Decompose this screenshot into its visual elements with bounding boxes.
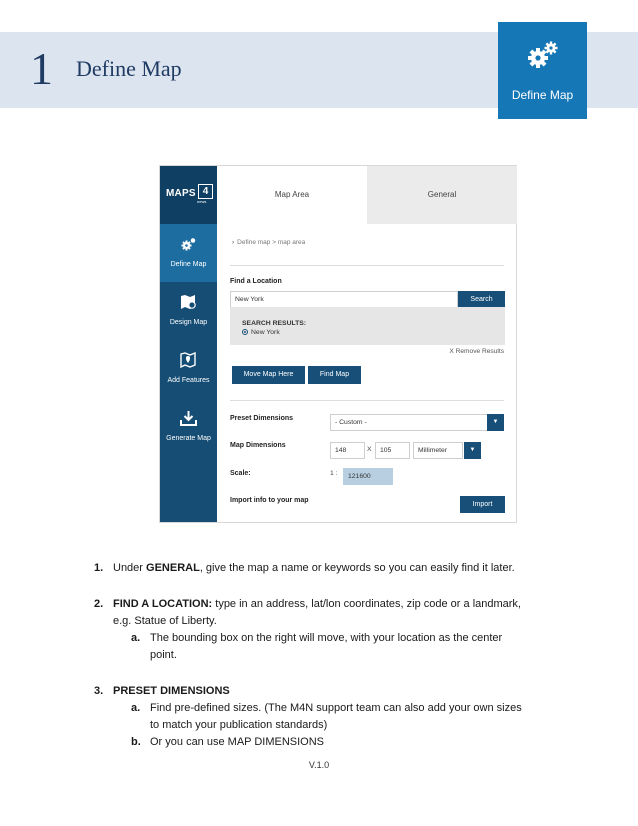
map-height-input[interactable]: 105 [375, 442, 410, 459]
breadcrumb-text: Define map > map area [237, 239, 306, 246]
page-title: Define Map [76, 56, 182, 81]
instruction-bold: GENERAL [146, 562, 200, 574]
search-result-item[interactable] [242, 329, 280, 336]
move-map-here-button[interactable]: Move Map Here [232, 366, 305, 384]
instruction-text: Under [113, 562, 147, 574]
list-letter: b. [131, 736, 141, 748]
sidebar-item-label: Define Map [170, 261, 207, 268]
sidebar-item-add-features[interactable] [160, 340, 217, 398]
divider [230, 265, 504, 266]
instruction-3 [94, 683, 230, 700]
search-result-label: New York [251, 329, 280, 336]
download-tray-icon [180, 410, 197, 426]
find-location-heading: Find a Location [230, 278, 282, 285]
instruction-text: type in an address, lat/lon coordinates, zip code or a landmark, [212, 598, 521, 610]
dimension-separator: X [367, 446, 372, 453]
search-button[interactable]: Search [458, 291, 505, 308]
map-dimensions-label: Map Dimensions [230, 442, 286, 449]
sidebar-item-label: Generate Map [166, 435, 211, 442]
instruction-2 [94, 596, 521, 613]
instruction-text: Or you can use MAP DIMENSIONS [150, 736, 325, 748]
remove-results-link[interactable]: X Remove Results [449, 348, 504, 355]
instruction-text: , give the map a name or keywords so you can easily find it later. [199, 562, 515, 574]
search-results-heading: SEARCH RESULTS: [242, 320, 307, 327]
list-number: 1. [94, 562, 104, 574]
step-number: 1 [30, 43, 53, 94]
instruction-3a-cont: to match your publication standards) [150, 719, 328, 731]
app-screenshot [159, 165, 517, 523]
list-number: 3. [94, 685, 104, 697]
breadcrumb [232, 239, 305, 246]
sidebar [160, 166, 217, 522]
radio-selected-icon[interactable] [242, 329, 248, 335]
scale-input[interactable]: 121600 [343, 468, 393, 485]
sidebar-item-label: Add Features [167, 377, 210, 384]
gears-icon [525, 40, 561, 70]
map-width-input[interactable]: 148 [330, 442, 365, 459]
logo-four: 4 [198, 184, 213, 199]
list-number: 2. [94, 598, 104, 610]
maps4news-logo [160, 166, 217, 224]
import-label: Import info to your map [230, 497, 309, 504]
instruction-text: Find pre-defined sizes. (The M4N support team can also add your own sizes [150, 702, 522, 714]
instruction-2-cont: e.g. Statue of Liberty. [113, 615, 217, 627]
gears-icon [180, 236, 198, 252]
tab-map-area[interactable]: Map Area [217, 166, 367, 224]
instruction-3b [131, 734, 324, 751]
define-map-tile [498, 22, 587, 119]
logo-brand: MAPS [166, 188, 196, 199]
instruction-bold: FIND A LOCATION: [113, 598, 213, 610]
list-letter: a. [131, 702, 141, 714]
chevron-right-icon: › [232, 239, 235, 246]
list-letter: a. [131, 632, 141, 644]
location-search-input[interactable]: New York [230, 291, 458, 308]
sidebar-item-label: Design Map [169, 319, 208, 326]
sidebar-item-generate-map[interactable] [160, 398, 217, 456]
import-button[interactable]: Import [460, 496, 505, 513]
divider [230, 400, 504, 401]
instruction-bold: PRESET DIMENSIONS [113, 685, 230, 697]
tab-general[interactable]: General [367, 166, 517, 224]
instruction-3a [131, 700, 522, 717]
instruction-2a [131, 630, 502, 647]
instruction-1 [94, 560, 515, 577]
scale-prefix: 1 : [330, 470, 338, 477]
map-pin-icon [180, 352, 197, 368]
version-footer: V.1.0 [308, 760, 330, 770]
preset-dimensions-select[interactable]: - Custom - [330, 414, 488, 431]
sidebar-item-define-map[interactable] [160, 224, 217, 282]
sidebar-item-design-map[interactable] [160, 282, 217, 340]
unit-select[interactable]: Millimeter [413, 442, 463, 459]
search-results-panel [230, 307, 505, 345]
logo-sub: news [197, 199, 207, 204]
instruction-2a-cont: point. [150, 649, 177, 661]
tab-bar [217, 166, 517, 224]
chevron-down-icon[interactable]: ▼ [487, 414, 504, 431]
instruction-text: The bounding box on the right will move, with your location as the center [150, 632, 503, 644]
chevron-down-icon[interactable]: ▼ [464, 442, 481, 459]
find-map-button[interactable]: Find Map [308, 366, 361, 384]
scale-label: Scale: [230, 470, 251, 477]
preset-dimensions-label: Preset Dimensions [230, 415, 294, 422]
map-design-icon [180, 294, 197, 310]
tile-label: Define Map [511, 88, 574, 102]
